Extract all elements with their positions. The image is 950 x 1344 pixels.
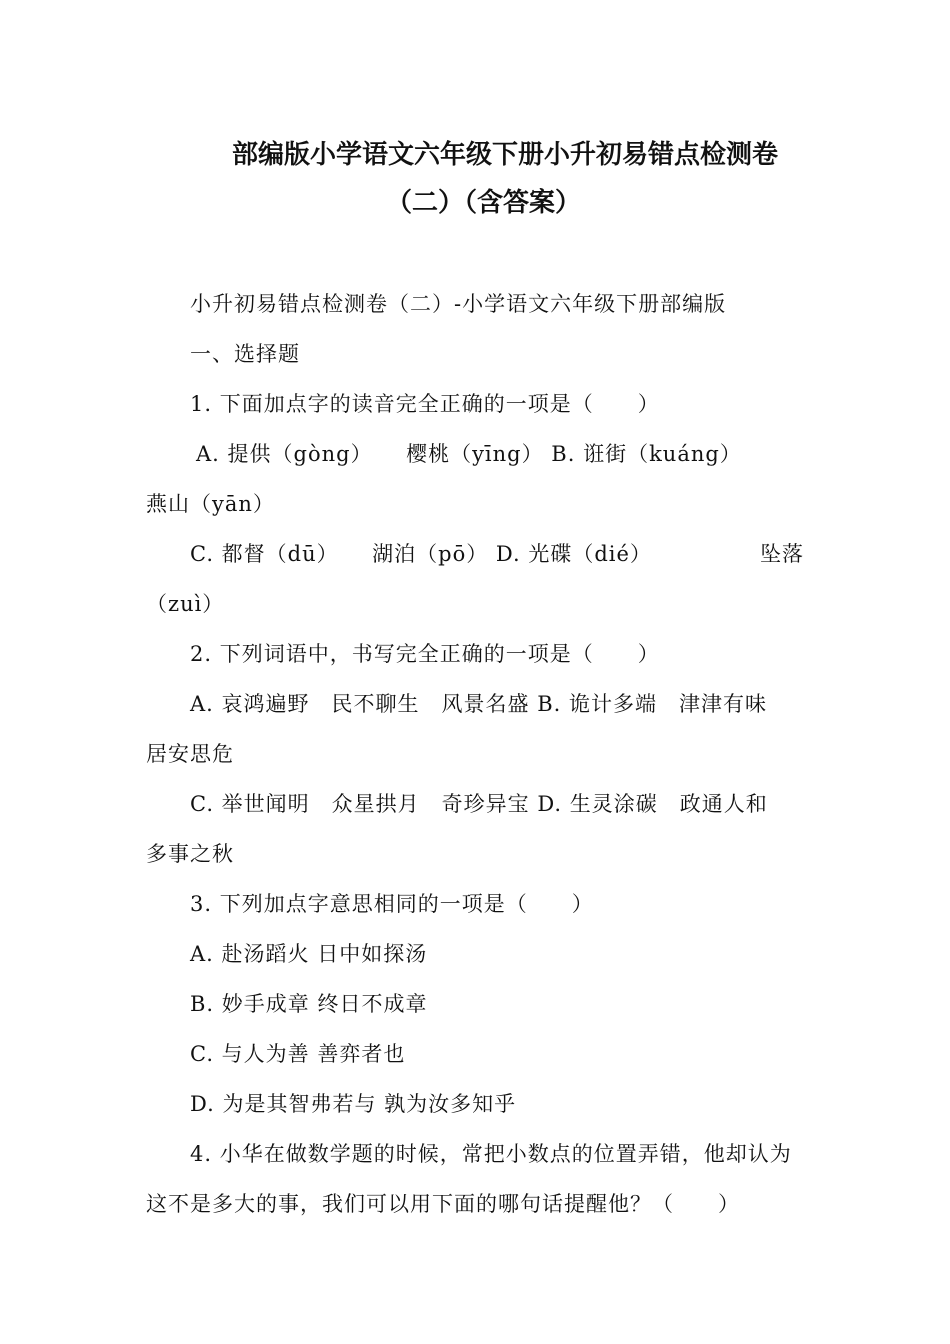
section-heading: 一、选择题 [190, 342, 300, 366]
question-3-option-b: B. 妙手成章 终日不成章 [190, 992, 428, 1016]
question-2-options-line-1: A. 哀鸿遍野 民不聊生 风景名盛 B. 诡计多端 津津有味 [190, 692, 767, 716]
question-1-options-line-1: A. 提供（gòng） 樱桃（yīng） B. 诳街（kuáng） [196, 442, 742, 466]
question-3-option-a: A. 赴汤蹈火 日中如探汤 [190, 942, 428, 966]
document-title-line-1: 部编版小学语文六年级下册小升初易错点检测卷 [232, 140, 779, 170]
question-1-stem: 1. 下面加点字的读音完全正确的一项是（ ） [190, 392, 660, 416]
question-1-options-line-3-end: 坠落 [760, 542, 804, 566]
question-2-options-line-3: C. 举世闻明 众星拱月 奇珍异宝 D. 生灵涂碳 政通人和 [190, 792, 768, 816]
question-4-stem-line-1: 4. 小华在做数学题的时候，常把小数点的位置弄错，他却认为 [190, 1142, 792, 1166]
question-3-stem: 3. 下列加点字意思相同的一项是（ ） [190, 892, 594, 916]
question-1-options-line-4: （zuì） [146, 592, 225, 616]
document-title-line-2: （二）（含答案） [386, 188, 582, 218]
question-1-options-line-2: 燕山（yān） [146, 492, 275, 516]
question-2-stem: 2. 下列词语中，书写完全正确的一项是（ ） [190, 642, 660, 666]
question-2-options-line-2: 居安思危 [146, 742, 234, 766]
document-subtitle: 小升初易错点检测卷（二）-小学语文六年级下册部编版 [190, 292, 727, 316]
question-1-options-line-3: C. 都督（dū） 湖泊（pō） D. 光碟（dié） [190, 542, 652, 566]
question-3-option-c: C. 与人为善 善弈者也 [190, 1042, 406, 1066]
question-2-options-line-4: 多事之秋 [146, 842, 234, 866]
question-3-option-d: D. 为是其智弗若与 孰为汝多知乎 [190, 1092, 517, 1116]
question-4-stem-line-2: 这不是多大的事，我们可以用下面的哪句话提醒他？（ ） [146, 1192, 740, 1216]
